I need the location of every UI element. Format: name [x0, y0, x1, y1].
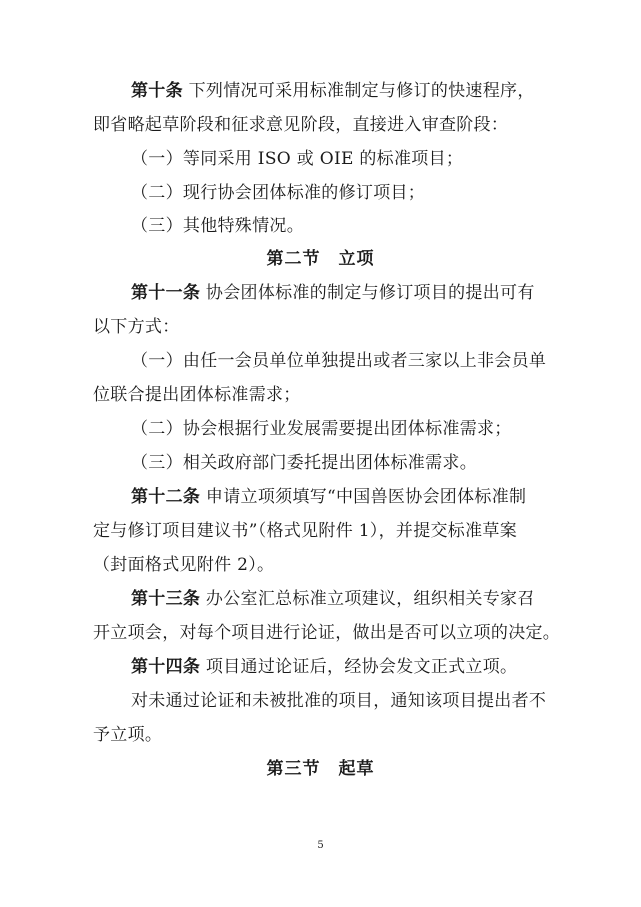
section-3-heading: 第三节 起草: [266, 759, 375, 779]
article-14-line-1: [131, 656, 517, 678]
article-11-text-1: 协会团体标准的制定与修订项目的提出可有: [205, 283, 535, 303]
article-10-line-1: [131, 80, 535, 102]
article-13-line-2: 开立项会，对每个项目进行论证，做出是否可以立项的决定。: [93, 623, 561, 643]
article-11-label: 第十一条: [131, 283, 201, 303]
article-12-text-1: 申请立项须填写“中国兽医协会团体标准制: [205, 487, 527, 507]
article-13-line-1: [131, 588, 535, 610]
article-12-line-3: （封面格式见附件 2）。: [93, 555, 275, 575]
article-14-label: 第十四条: [131, 657, 201, 677]
article-10-item-3: （三）其他特殊情况。: [131, 216, 304, 236]
article-14-para-2-line-1: 对未通过论证和未被批准的项目，通知该项目提出者不: [131, 691, 547, 711]
article-10-item-2: （二）现行协会团体标准的修订项目；: [131, 183, 426, 203]
article-12-line-1: [131, 486, 526, 508]
article-11-item-2: （二）协会根据行业发展需要提出团体标准需求；: [131, 419, 512, 439]
article-11-item-3: （三）相关政府部门委托提出团体标准需求。: [131, 453, 477, 473]
article-11-item-1-line-2: 位联合提出团体标准需求；: [93, 385, 301, 405]
article-10-label: 第十条: [131, 81, 183, 101]
article-14-para-2-line-2: 予立项。: [93, 725, 163, 745]
page-number: 5: [317, 840, 324, 851]
article-12-label: 第十二条: [131, 487, 201, 507]
article-10-line-2: 即省略起草阶段和征求意见阶段，直接进入审查阶段：: [93, 115, 509, 135]
article-10-item-1: （一）等同采用 ISO 或 OIE 的标准项目；: [131, 149, 464, 169]
article-14-text-1: 项目通过论证后，经协会发文正式立项。: [205, 657, 518, 677]
article-11-line-2: 以下方式：: [93, 317, 180, 337]
section-2-heading: 第二节 立项: [266, 249, 375, 269]
article-13-label: 第十三条: [131, 589, 201, 609]
article-12-line-2: 定与修订项目建议书”（格式见附件 1），并提交标准草案: [93, 521, 518, 541]
article-10-text-1: 下列情况可采用标准制定与修订的快速程序，: [188, 81, 535, 101]
article-11-line-1: [131, 282, 535, 304]
article-13-text-1: 办公室汇总标准立项建议，组织相关专家召: [205, 589, 535, 609]
article-11-item-1-line-1: （一）由任一会员单位单独提出或者三家以上非会员单: [131, 351, 547, 371]
